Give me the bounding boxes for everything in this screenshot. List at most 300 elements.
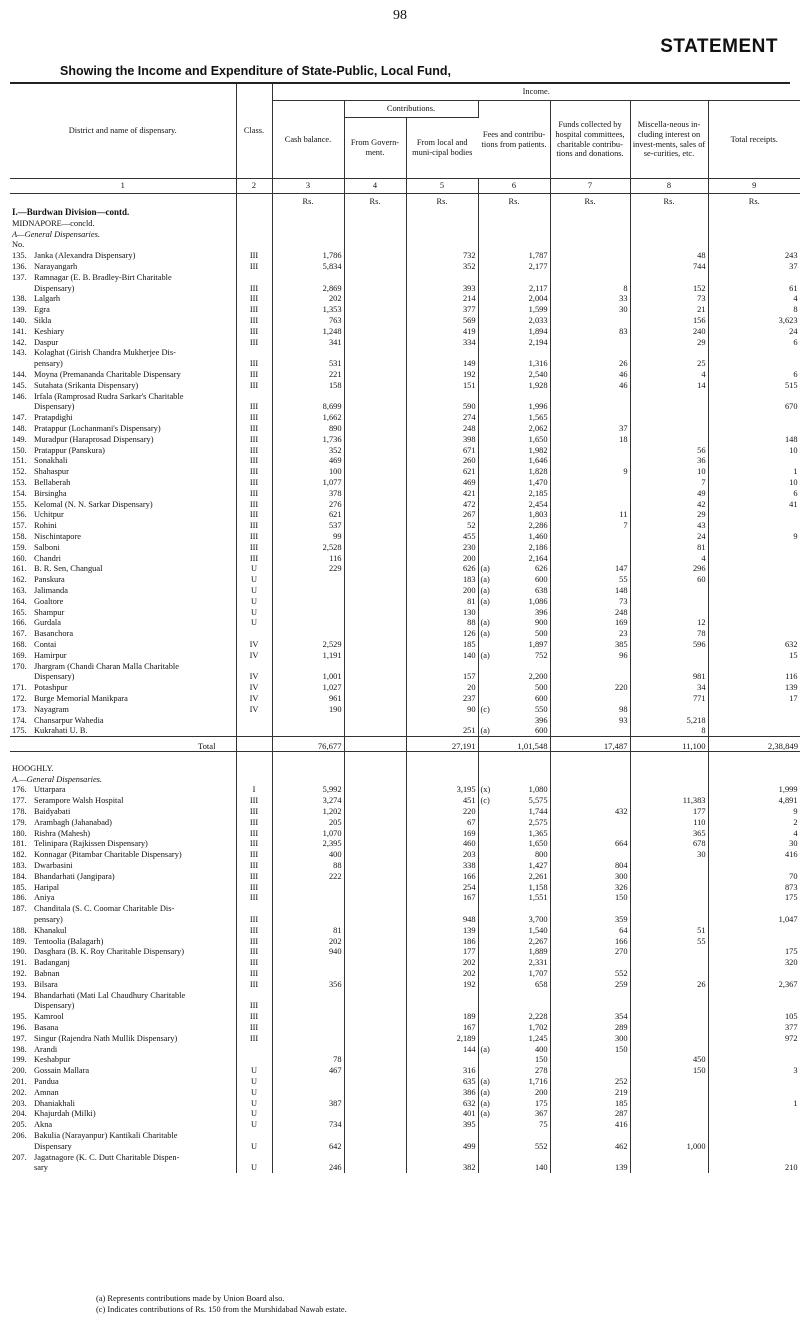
cash-balance-cell bbox=[272, 714, 344, 725]
dispensary-name: Egra bbox=[34, 305, 50, 315]
table-row bbox=[10, 531, 800, 542]
table-row bbox=[10, 703, 800, 714]
class-cell: III bbox=[236, 433, 272, 444]
local-bodies-value: 1,460 bbox=[528, 531, 548, 541]
table-row bbox=[10, 1076, 800, 1087]
local-fees-cell bbox=[478, 1119, 550, 1130]
class-cell bbox=[236, 1151, 272, 1162]
funds-cell: 25 bbox=[630, 358, 708, 369]
unit-label: Rs. bbox=[748, 197, 760, 207]
table-row bbox=[10, 401, 800, 412]
local-contribution-cell bbox=[406, 271, 478, 282]
local-contribution-cell: 398 bbox=[406, 433, 478, 444]
local-fees-cell bbox=[478, 509, 550, 520]
dispensary-name: Kukrahati U. B. bbox=[34, 726, 88, 736]
footnote: (a) Represents contributions made by Union Board also. bbox=[96, 1294, 285, 1303]
class-cell bbox=[236, 628, 272, 639]
cash-balance-cell bbox=[272, 881, 344, 892]
dispensary-cell bbox=[10, 444, 236, 455]
local-fees-cell bbox=[478, 1140, 550, 1151]
local-bodies-value: 2,033 bbox=[528, 316, 548, 326]
funds-cell: 4 bbox=[630, 369, 708, 380]
fees-cell: 83 bbox=[550, 325, 630, 336]
govt-contribution-cell bbox=[344, 838, 406, 849]
local-bodies-value: 1,716 bbox=[528, 1077, 548, 1086]
row-number: 157. bbox=[12, 521, 27, 531]
local-contribution-cell: 334 bbox=[406, 336, 478, 347]
class-cell: III bbox=[236, 379, 272, 390]
local-contribution-cell: 237 bbox=[406, 693, 478, 704]
fees-cell bbox=[550, 725, 630, 736]
local-fees-cell bbox=[478, 1151, 550, 1162]
cash-balance-cell: 100 bbox=[272, 466, 344, 477]
govt-contribution-cell bbox=[344, 271, 406, 282]
row-number: 206. bbox=[12, 1130, 27, 1140]
row-number: 191. bbox=[12, 958, 27, 968]
funds-cell bbox=[630, 1108, 708, 1119]
dispensary-name: sary bbox=[34, 1163, 48, 1173]
no-label: No. bbox=[10, 239, 236, 250]
dispensary-cell bbox=[10, 671, 236, 682]
local-fees-cell bbox=[478, 250, 550, 261]
fees-cell: 46 bbox=[550, 379, 630, 390]
fees-cell: 150 bbox=[550, 892, 630, 903]
class-cell: III bbox=[236, 795, 272, 806]
cash-balance-cell: 1,662 bbox=[272, 412, 344, 423]
govt-contribution-cell bbox=[344, 924, 406, 935]
local-bodies-value: 396 bbox=[534, 607, 548, 617]
dispensary-name: Amnan bbox=[34, 1087, 59, 1097]
misc-cell: 148 bbox=[708, 433, 800, 444]
table-row bbox=[10, 487, 800, 498]
table-row bbox=[10, 1119, 800, 1130]
fees-cell bbox=[550, 957, 630, 968]
dispensary-name: Rishra (Mahesh) bbox=[34, 828, 91, 838]
cash-balance-cell bbox=[272, 1043, 344, 1054]
funds-cell: 11,383 bbox=[630, 795, 708, 806]
local-bodies-value: 2,194 bbox=[528, 337, 548, 347]
dispensary-name: Muradpur (Haraprosad Dispensary) bbox=[34, 434, 154, 444]
fees-cell bbox=[550, 498, 630, 509]
fees-cell: 73 bbox=[550, 595, 630, 606]
footnote-marker: (a) bbox=[480, 1087, 490, 1097]
class-cell bbox=[236, 271, 272, 282]
misc-cell: 15 bbox=[708, 649, 800, 660]
row-number: 183. bbox=[12, 861, 27, 871]
govt-contribution-cell bbox=[344, 1119, 406, 1130]
dispensary-cell bbox=[10, 347, 236, 358]
misc-cell: 17 bbox=[708, 693, 800, 704]
local-contribution-cell: 386 bbox=[406, 1086, 478, 1097]
dispensary-cell bbox=[10, 477, 236, 488]
table-row bbox=[10, 1140, 800, 1151]
govt-contribution-cell bbox=[344, 574, 406, 585]
fees-cell bbox=[550, 390, 630, 401]
row-number: 196. bbox=[12, 1023, 27, 1033]
local-fees-cell bbox=[478, 935, 550, 946]
cash-balance-cell: 190 bbox=[272, 703, 344, 714]
local-contribution-cell: 671 bbox=[406, 444, 478, 455]
funds-cell bbox=[630, 1032, 708, 1043]
dispensary-cell bbox=[10, 816, 236, 827]
class-cell: III bbox=[236, 358, 272, 369]
table-row bbox=[10, 671, 800, 682]
dispensary-name: Bakulia (Narayanpur) Kantikali Charitable bbox=[34, 1130, 178, 1140]
funds-cell bbox=[630, 946, 708, 957]
local-fees-cell bbox=[478, 946, 550, 957]
dispensary-name: Basanchora bbox=[34, 629, 74, 639]
misc-cell bbox=[708, 1108, 800, 1119]
dispensary-cell bbox=[10, 935, 236, 946]
dispensary-cell bbox=[10, 509, 236, 520]
cash-balance-cell bbox=[272, 968, 344, 979]
funds-cell: 81 bbox=[630, 541, 708, 552]
local-bodies-value: 2,177 bbox=[528, 262, 548, 272]
funds-cell: 56 bbox=[630, 444, 708, 455]
funds-cell bbox=[630, 1022, 708, 1033]
cash-balance-cell: 621 bbox=[272, 509, 344, 520]
table-row bbox=[10, 574, 800, 585]
class-cell: III bbox=[236, 520, 272, 531]
fees-cell: 139 bbox=[550, 1162, 630, 1173]
funds-cell: 30 bbox=[630, 849, 708, 860]
class-cell: U bbox=[236, 617, 272, 628]
dispensary-name: Serampore Walsh Hospital bbox=[34, 796, 124, 806]
local-bodies-value: 2,267 bbox=[528, 936, 548, 946]
row-number: 145. bbox=[12, 380, 27, 390]
row-number: 138. bbox=[12, 294, 27, 304]
class-cell: U bbox=[236, 1108, 272, 1119]
row-number: 150. bbox=[12, 445, 27, 455]
cash-balance-cell: 2,528 bbox=[272, 541, 344, 552]
funds-cell bbox=[630, 649, 708, 660]
table-row bbox=[10, 1000, 800, 1011]
local-fees-cell bbox=[478, 336, 550, 347]
row-number: 135. bbox=[12, 251, 27, 261]
cash-balance-cell bbox=[272, 1130, 344, 1141]
cash-balance-cell: 2,869 bbox=[272, 282, 344, 293]
dispensary-name: Gurdala bbox=[34, 618, 61, 628]
cash-balance-cell bbox=[272, 628, 344, 639]
dispensary-name: Jhargram (Chandi Charan Malla Charitable bbox=[34, 661, 179, 671]
class-cell: III bbox=[236, 968, 272, 979]
local-fees-cell bbox=[478, 806, 550, 817]
dispensary-name: Sonakhali bbox=[34, 456, 68, 466]
local-bodies-value: 1,158 bbox=[528, 882, 548, 892]
row-number: 151. bbox=[12, 456, 27, 466]
class-cell: III bbox=[236, 304, 272, 315]
fees-cell: 37 bbox=[550, 423, 630, 434]
local-bodies-value: 1,646 bbox=[528, 456, 548, 466]
local-contribution-cell: 621 bbox=[406, 466, 478, 477]
table-row bbox=[10, 1065, 800, 1076]
local-fees-cell bbox=[478, 574, 550, 585]
table-row bbox=[10, 271, 800, 282]
local-fees-cell bbox=[478, 595, 550, 606]
row-number: 205. bbox=[12, 1120, 27, 1130]
funds-cell bbox=[630, 968, 708, 979]
dispensary-cell bbox=[10, 325, 236, 336]
fees-cell: 354 bbox=[550, 1011, 630, 1022]
row-number: 154. bbox=[12, 488, 27, 498]
funds-cell bbox=[630, 914, 708, 925]
footnotes bbox=[96, 1294, 347, 1315]
dispensary-cell bbox=[10, 703, 236, 714]
misc-cell bbox=[708, 358, 800, 369]
govt-contribution-cell bbox=[344, 946, 406, 957]
dispensary-name: Pratapdighi bbox=[34, 413, 73, 423]
subsection-title: A—General Dispensaries. bbox=[10, 228, 236, 239]
cash-balance-cell bbox=[272, 585, 344, 596]
misc-cell bbox=[708, 628, 800, 639]
table-row bbox=[10, 1032, 800, 1043]
govt-contribution-cell bbox=[344, 671, 406, 682]
local-contribution-cell: 3,195 bbox=[406, 784, 478, 795]
table-row bbox=[10, 649, 800, 660]
local-bodies-value: 367 bbox=[534, 1109, 548, 1119]
cash-balance-cell: 467 bbox=[272, 1065, 344, 1076]
dispensary-cell bbox=[10, 498, 236, 509]
misc-cell: 175 bbox=[708, 892, 800, 903]
class-cell: III bbox=[236, 509, 272, 520]
misc-cell: 24 bbox=[708, 325, 800, 336]
footnote-marker: (a) bbox=[480, 1098, 490, 1108]
govt-contribution-cell bbox=[344, 1000, 406, 1011]
misc-cell: 1 bbox=[708, 466, 800, 477]
class-cell: III bbox=[236, 806, 272, 817]
dispensary-cell bbox=[10, 293, 236, 304]
misc-cell bbox=[708, 1130, 800, 1141]
table-row bbox=[10, 693, 800, 704]
local-fees-cell bbox=[478, 466, 550, 477]
govt-contribution-cell bbox=[344, 531, 406, 542]
local-bodies-value: 1,599 bbox=[528, 305, 548, 315]
misc-cell: 4 bbox=[708, 293, 800, 304]
table-row bbox=[10, 552, 800, 563]
fees-cell: 18 bbox=[550, 433, 630, 444]
footnote-marker: (a) bbox=[480, 1077, 490, 1086]
misc-cell bbox=[708, 725, 800, 736]
govt-contribution-cell bbox=[344, 606, 406, 617]
dispensary-name: Baidyabati bbox=[34, 807, 71, 817]
local-contribution-cell bbox=[406, 714, 478, 725]
dispensary-cell bbox=[10, 1097, 236, 1108]
dispensary-name: Hamirpur bbox=[34, 650, 67, 660]
cash-balance-cell: 2,529 bbox=[272, 639, 344, 650]
funds-cell: 678 bbox=[630, 838, 708, 849]
govt-contribution-cell bbox=[344, 725, 406, 736]
row-number: 162. bbox=[12, 575, 27, 585]
misc-cell bbox=[708, 1043, 800, 1054]
dispensary-cell bbox=[10, 606, 236, 617]
dispensary-cell bbox=[10, 466, 236, 477]
dispensary-name: Dispensary bbox=[34, 1141, 72, 1151]
dispensary-cell bbox=[10, 881, 236, 892]
local-fees-cell bbox=[478, 1022, 550, 1033]
cash-balance-cell bbox=[272, 957, 344, 968]
local-contribution-cell: 126 bbox=[406, 628, 478, 639]
dispensary-cell bbox=[10, 1162, 236, 1173]
local-fees-cell bbox=[478, 1076, 550, 1087]
dispensary-name: Lalgarh bbox=[34, 294, 61, 304]
colnum-4: 4 bbox=[344, 179, 406, 194]
dispensary-name: Badanganj bbox=[34, 958, 70, 968]
dispensary-cell bbox=[10, 827, 236, 838]
local-contribution-cell: 177 bbox=[406, 946, 478, 957]
class-cell: IV bbox=[236, 682, 272, 693]
row-number: 177. bbox=[12, 796, 27, 806]
govt-contribution-cell bbox=[344, 1043, 406, 1054]
row-number: 160. bbox=[12, 553, 27, 563]
class-cell: III bbox=[236, 498, 272, 509]
local-contribution-cell: 192 bbox=[406, 978, 478, 989]
row-number: 141. bbox=[12, 326, 27, 336]
table-row bbox=[10, 816, 800, 827]
table-row bbox=[10, 455, 800, 466]
income-header: Income. bbox=[272, 84, 800, 101]
govt-contribution-cell bbox=[344, 552, 406, 563]
class-cell: III bbox=[236, 881, 272, 892]
local-contribution-cell: 626 bbox=[406, 563, 478, 574]
misc-cell: 972 bbox=[708, 1032, 800, 1043]
misc-cell bbox=[708, 552, 800, 563]
row-number: 174. bbox=[12, 715, 27, 725]
cash-balance-cell: 1,786 bbox=[272, 250, 344, 261]
misc-cell: 139 bbox=[708, 682, 800, 693]
dispensary-name: Bellaberah bbox=[34, 477, 71, 487]
fees-cell bbox=[550, 541, 630, 552]
fees-cell: 552 bbox=[550, 968, 630, 979]
division-title: I.—Burdwan Division—contd. bbox=[10, 207, 236, 218]
class-header: Class. bbox=[236, 84, 272, 179]
dispensary-name: Keshabpur bbox=[34, 1055, 71, 1065]
fees-cell: 46 bbox=[550, 369, 630, 380]
cash-balance-cell: 88 bbox=[272, 860, 344, 871]
local-bodies-value: 2,331 bbox=[528, 958, 548, 968]
misc-cell: 6 bbox=[708, 487, 800, 498]
dispensary-cell bbox=[10, 795, 236, 806]
local-fees-cell bbox=[478, 293, 550, 304]
misc-cell: 670 bbox=[708, 401, 800, 412]
local-contribution-cell bbox=[406, 660, 478, 671]
misc-cell bbox=[708, 1119, 800, 1130]
row-number: 175. bbox=[12, 726, 27, 736]
fees-cell bbox=[550, 552, 630, 563]
govt-contribution-cell bbox=[344, 315, 406, 326]
misc-cell bbox=[708, 1054, 800, 1065]
table-row bbox=[10, 282, 800, 293]
local-fees-cell bbox=[478, 347, 550, 358]
row-number: 202. bbox=[12, 1087, 27, 1097]
from-local-header: From local and muni-cipal bodies bbox=[406, 118, 478, 179]
dispensary-cell bbox=[10, 585, 236, 596]
row-number: 163. bbox=[12, 585, 27, 595]
dispensary-name: Birsingha bbox=[34, 488, 67, 498]
local-contribution-cell: 260 bbox=[406, 455, 478, 466]
fees-cell bbox=[550, 455, 630, 466]
local-fees-cell bbox=[478, 649, 550, 660]
govt-contribution-cell bbox=[344, 487, 406, 498]
dispensary-name: Aniya bbox=[34, 893, 55, 903]
cash-balance-cell: 202 bbox=[272, 293, 344, 304]
fees-cell bbox=[550, 250, 630, 261]
funds-cell bbox=[630, 412, 708, 423]
local-contribution-cell: 251 bbox=[406, 725, 478, 736]
dispensary-cell bbox=[10, 574, 236, 585]
local-bodies-value: 2,186 bbox=[528, 542, 548, 552]
local-contribution-cell: 220 bbox=[406, 806, 478, 817]
fees-cell bbox=[550, 347, 630, 358]
row-number: 188. bbox=[12, 925, 27, 935]
dispensary-cell bbox=[10, 1076, 236, 1087]
local-contribution-cell: 395 bbox=[406, 1119, 478, 1130]
cash-balance-cell: 1,202 bbox=[272, 806, 344, 817]
table-row bbox=[10, 838, 800, 849]
dispensary-name: Ramnagar (E. B. Bradley-Birt Charitable bbox=[34, 272, 172, 282]
misc-cell bbox=[708, 574, 800, 585]
cash-balance-cell: 378 bbox=[272, 487, 344, 498]
local-contribution-cell: 2,189 bbox=[406, 1032, 478, 1043]
funds-cell: 156 bbox=[630, 315, 708, 326]
subsection-title: A.—General Dispensaries. bbox=[10, 773, 236, 784]
funds-cell: 177 bbox=[630, 806, 708, 817]
fees-cell bbox=[550, 1054, 630, 1065]
local-fees-cell bbox=[478, 498, 550, 509]
govt-contribution-cell bbox=[344, 806, 406, 817]
misc-cell bbox=[708, 455, 800, 466]
row-number: 142. bbox=[12, 337, 27, 347]
class-cell: III bbox=[236, 541, 272, 552]
local-fees-cell bbox=[478, 881, 550, 892]
class-cell: III bbox=[236, 466, 272, 477]
dispensary-name: Konnagar (Pitambar Charitable Dispensary) bbox=[34, 850, 182, 860]
local-contribution-cell: 139 bbox=[406, 924, 478, 935]
local-contribution-cell: 203 bbox=[406, 849, 478, 860]
fees-cell bbox=[550, 849, 630, 860]
funds-cell: 24 bbox=[630, 531, 708, 542]
class-cell: III bbox=[236, 1022, 272, 1033]
table-row bbox=[10, 1097, 800, 1108]
dispensary-cell bbox=[10, 806, 236, 817]
class-cell: III bbox=[236, 1011, 272, 1022]
misc-cell: 416 bbox=[708, 849, 800, 860]
govt-contribution-cell bbox=[344, 444, 406, 455]
cash-balance-cell: 1,736 bbox=[272, 433, 344, 444]
govt-contribution-cell bbox=[344, 1162, 406, 1173]
row-number: 198. bbox=[12, 1044, 27, 1054]
local-contribution-cell: 88 bbox=[406, 617, 478, 628]
cash-balance-cell: 387 bbox=[272, 1097, 344, 1108]
unit-label: Rs. bbox=[630, 193, 708, 207]
class-cell: IV bbox=[236, 671, 272, 682]
govt-contribution-cell bbox=[344, 358, 406, 369]
local-bodies-value: 140 bbox=[534, 1163, 548, 1173]
table-row bbox=[10, 325, 800, 336]
govt-contribution-cell bbox=[344, 682, 406, 693]
dispensary-cell bbox=[10, 541, 236, 552]
dispensary-cell bbox=[10, 336, 236, 347]
class-cell: III bbox=[236, 423, 272, 434]
table-row bbox=[10, 1043, 800, 1054]
dispensary-name: pensary) bbox=[34, 359, 63, 369]
footnote-marker: (a) bbox=[480, 1044, 490, 1054]
dispensary-name: pensary) bbox=[34, 915, 63, 925]
dispensary-name: Dasghara (B. K. Roy Charitable Dispensary) bbox=[34, 947, 185, 957]
funds-cell: 4 bbox=[630, 552, 708, 563]
dispensary-name: Pratappur (Panskura) bbox=[34, 445, 105, 455]
local-fees-cell bbox=[478, 660, 550, 671]
statement-subheading: Showing the Income and Expenditure of State-Public, Local Fund, bbox=[60, 64, 451, 78]
